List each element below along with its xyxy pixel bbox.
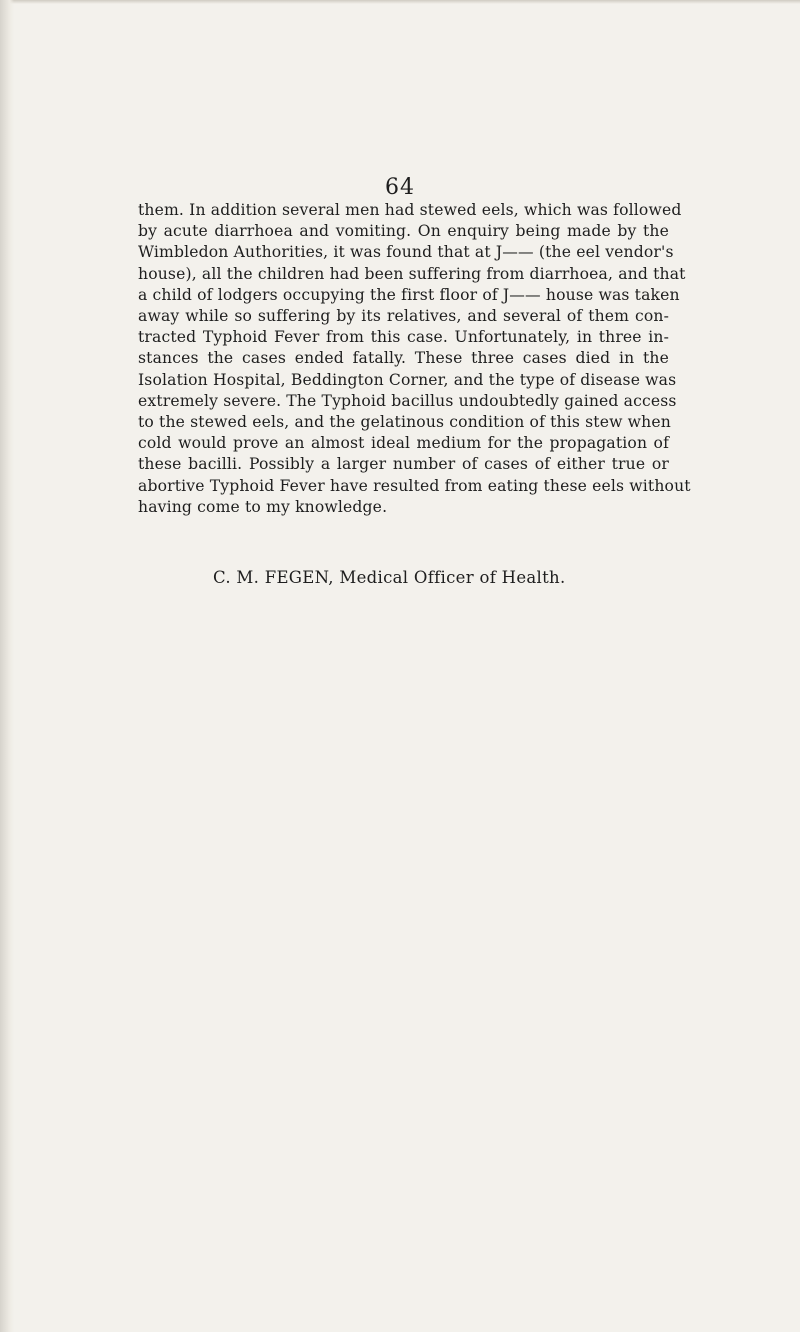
- text-line: extremely severe. The Typhoid bacillus undoubtedly gained access: [138, 391, 677, 410]
- text-line: Wimbledon Authorities, it was found that at J—— (the eel vendor's: [138, 243, 674, 262]
- text-line: to the stewed eels, and the gelatinous condition of this stew when: [138, 413, 671, 432]
- page-top-edge: [0, 0, 800, 4]
- text-line: by acute diarrhoea and vomiting. On enquiry being made by the: [138, 222, 669, 241]
- text-line: tracted Typhoid Fever from this case. Unfortunately, in three in-: [138, 328, 669, 347]
- signature: C. M. FEGEN, Medical Officer of Health.: [213, 568, 566, 587]
- text-line: house), all the children had been suffering from diarrhoea, and that: [138, 264, 686, 283]
- text-line: these bacilli. Possibly a larger number of cases of either true or: [138, 455, 669, 474]
- text-line: abortive Typhoid Fever have resulted from eating these eels without: [138, 476, 691, 495]
- text-line: Isolation Hospital, Beddington Corner, and the type of disease was: [138, 370, 677, 389]
- page-number: 64: [385, 175, 415, 200]
- text-line: stances the cases ended fatally. These three cases died in the: [138, 349, 669, 368]
- text-line: away while so suffering by its relatives, and several of them con-: [138, 307, 669, 326]
- body-paragraph: [138, 200, 691, 518]
- text-line: them. In addition several men had stewed eels, which was followed: [138, 201, 682, 219]
- text-line: a child of lodgers occupying the first floor of J—— house was taken: [138, 285, 680, 304]
- text-line: cold would prove an almost ideal medium for the propagation of: [138, 434, 669, 453]
- text-line: having come to my knowledge.: [138, 497, 388, 516]
